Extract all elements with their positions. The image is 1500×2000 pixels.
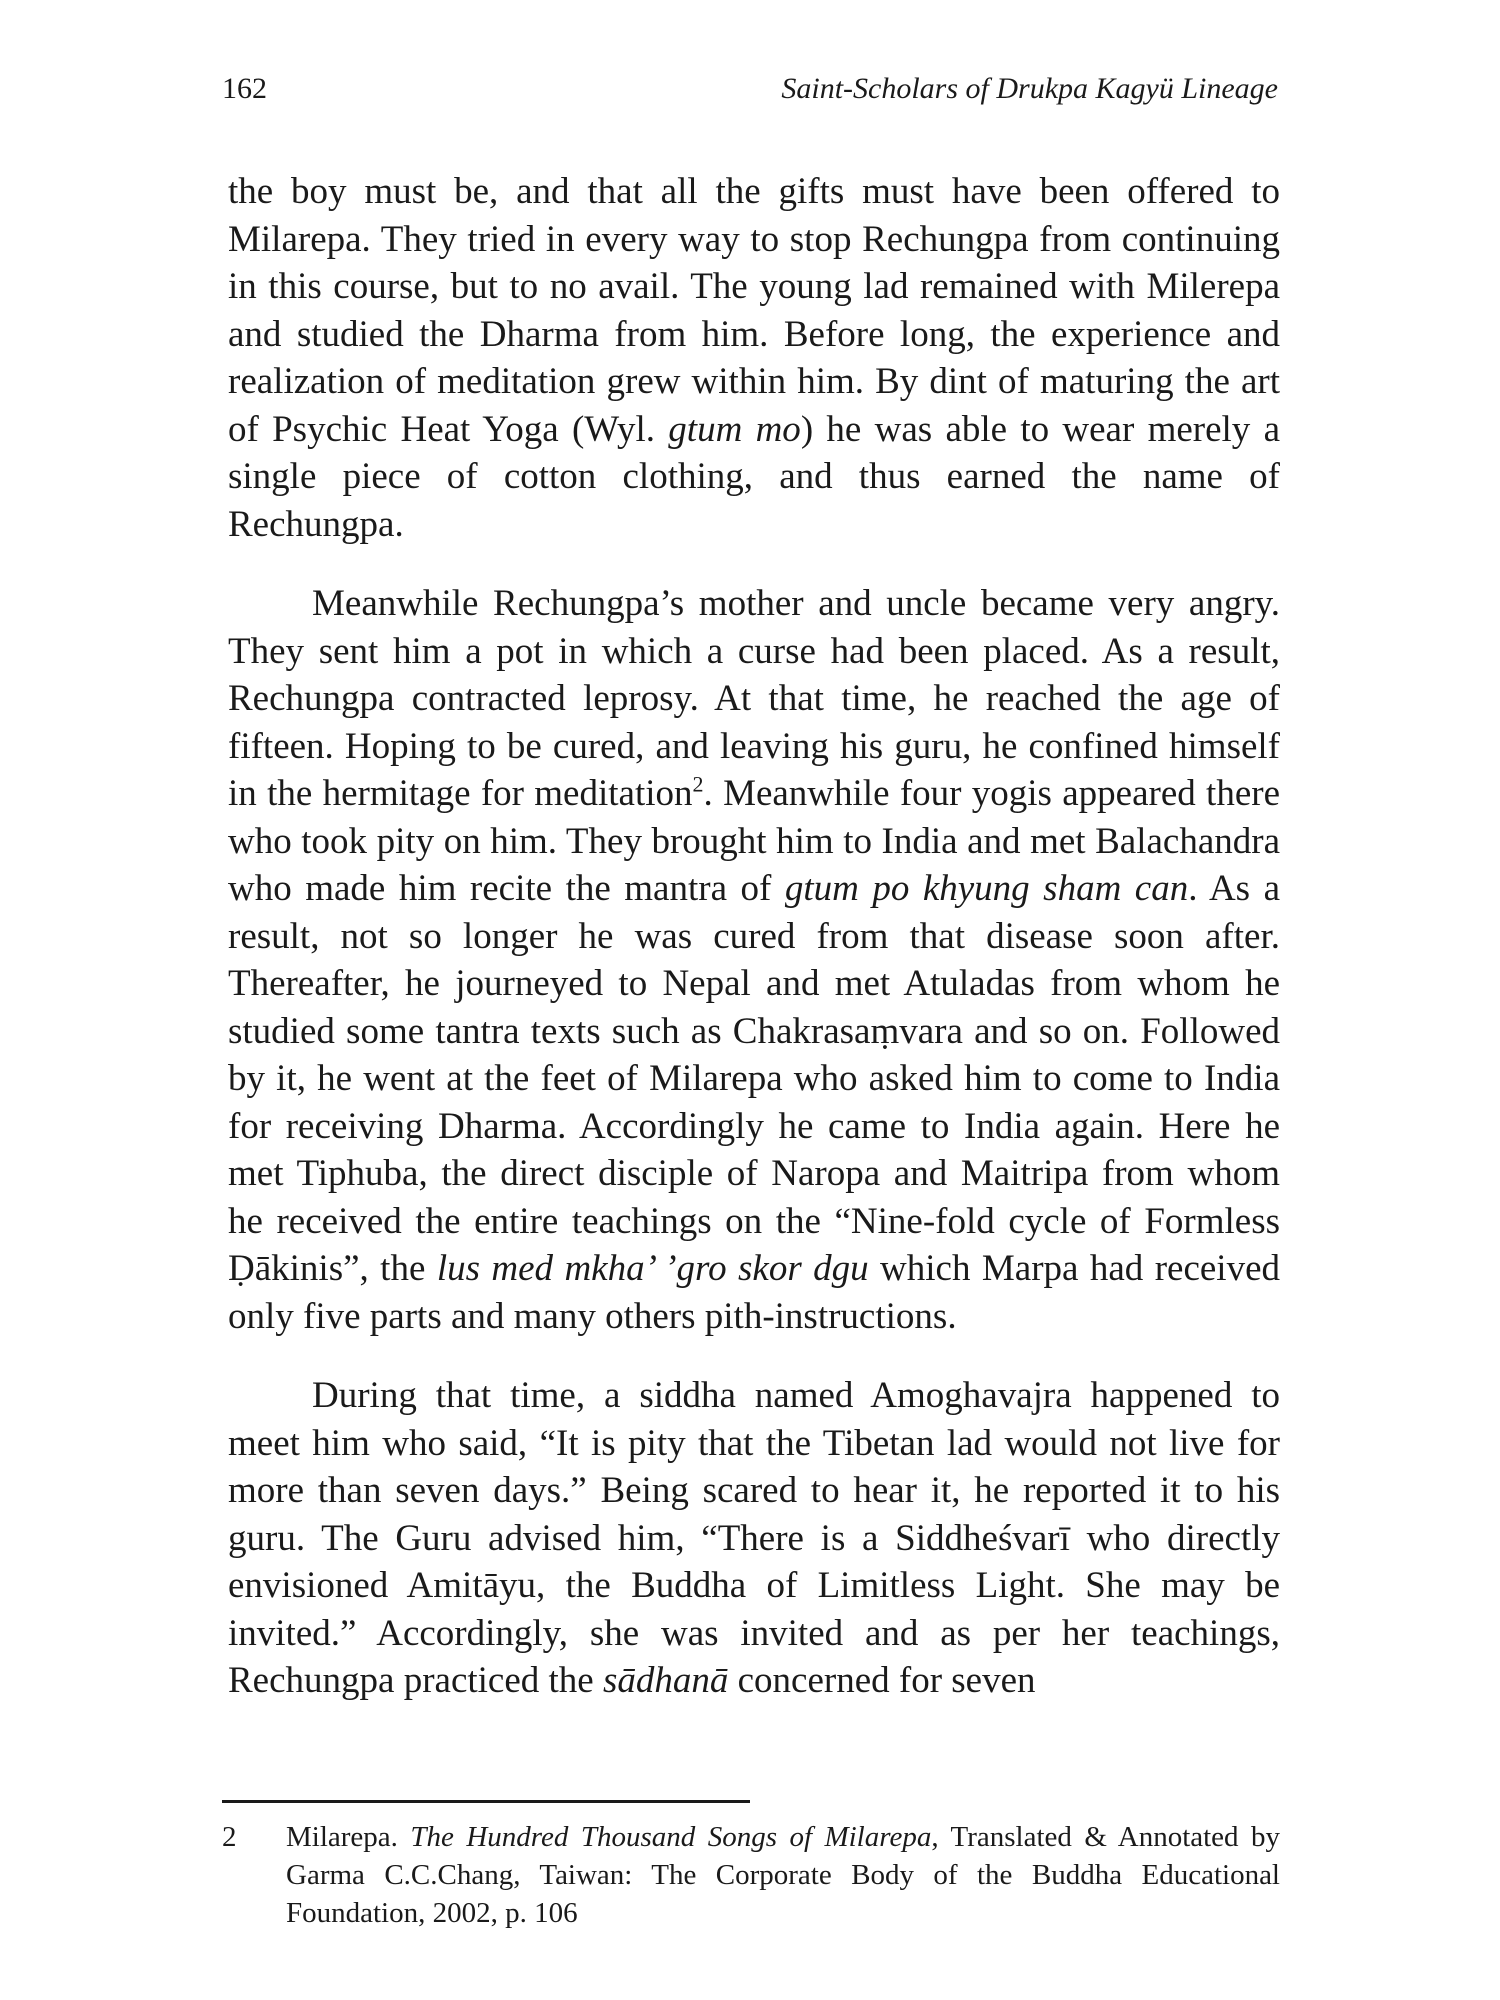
footnote-text-b: , Translated & Annotated by Garma C.C.Chang, Taiwan: The Corporate Body of the Buddha Educational Foundation, 2002, p. 106 <box>286 1821 1281 1929</box>
paragraph-2-text-c: . As a result, not so longer he was cured from that disease soon after. Thereafter, he journeyed to Nepal and met Atuladas from whom he studied some tantra texts such as Chakrasaṃvara and so on. Followed by it, he went at the feet of Milarepa who asked him to come to India for receiving Dharma. Accordingly he came to India again. Here he met Tiphuba, the direct disciple of Naropa and Maitripa from whom he received the entire teachings on the “Nine-fold cycle of Formless Ḍākinis”, the <box>228 868 1280 1289</box>
footnote-marker: 2 <box>692 771 704 797</box>
paragraph-1 <box>228 168 1280 548</box>
running-head <box>222 72 1278 106</box>
footnote-number: 2 <box>222 1821 237 1853</box>
footnote-rule <box>222 1800 750 1803</box>
paragraph-1-text-a: the boy must be, and that all the gifts must have been offered to Milarepa. They tried in every way to stop Rechungpa from continuing in this course, but to no avail. The young lad remained with Milerepa and studied the Dharma from him. Before long, the experience and realization of meditation grew within him. By dint of maturing the art of Psychic Heat Yoga (Wyl. <box>228 171 1280 450</box>
paragraph-3-text-b: concerned for seven <box>728 1660 1036 1701</box>
paragraph-2-text-a: Meanwhile Rechungpa’s mother and uncle became very angry. They sent him a pot in which a curse had been placed. As a result, Rechungpa contracted leprosy. At that time, he reached the age of fifteen. Hoping to be cured, and leaving his guru, he confined himself in the hermitage for meditation <box>228 583 1280 814</box>
paragraph-2-text-b: . Meanwhile four yogis appeared there who took pity on him. They brought him to India and met Balachandra who made him recite the mantra of <box>228 773 1280 909</box>
footnote-book-title: The Hundred Thousand Songs of Milarepa <box>410 1821 932 1853</box>
paragraph-1-text-b: ) he was able to wear merely a single piece of cotton clothing, and thus earned the name of Rechungpa. <box>228 408 1280 545</box>
body-text <box>228 168 1280 1705</box>
running-title: Saint-Scholars of Drukpa Kagyü Lineage <box>781 72 1278 105</box>
paragraph-1-italic: gtum mo <box>668 408 801 450</box>
footnote-text-a: Milarepa. <box>286 1821 411 1853</box>
paragraph-2-italic-1: gtum po khyung sham can <box>784 868 1189 909</box>
paragraph-2-text-d: which Marpa had received only five parts and many others pith-instructions. <box>228 1248 1280 1337</box>
paragraph-3-text-a: During that time, a siddha named Amoghavajra happened to meet him who said, “It is pity that the Tibetan lad would not live for more than seven days.” Being scared to hear it, he reported it to his guru. The Guru advised him, “There is a Siddheśvarī who directly envisioned Amitāyu, the Buddha of Limitless Light. She may be invited.” Accordingly, she was invited and as per her teachings, Rechungpa practiced the <box>228 1375 1280 1701</box>
paragraph-2 <box>228 580 1280 1340</box>
paragraph-3-italic: sādhanā <box>602 1660 729 1701</box>
footnote-text <box>286 1818 1280 1932</box>
page-number: 162 <box>222 72 267 105</box>
paragraph-3 <box>228 1372 1280 1705</box>
paragraph-2-italic-2: lus med mkha’ ’gro skor dgu <box>436 1248 869 1289</box>
footnote <box>222 1818 1280 1932</box>
